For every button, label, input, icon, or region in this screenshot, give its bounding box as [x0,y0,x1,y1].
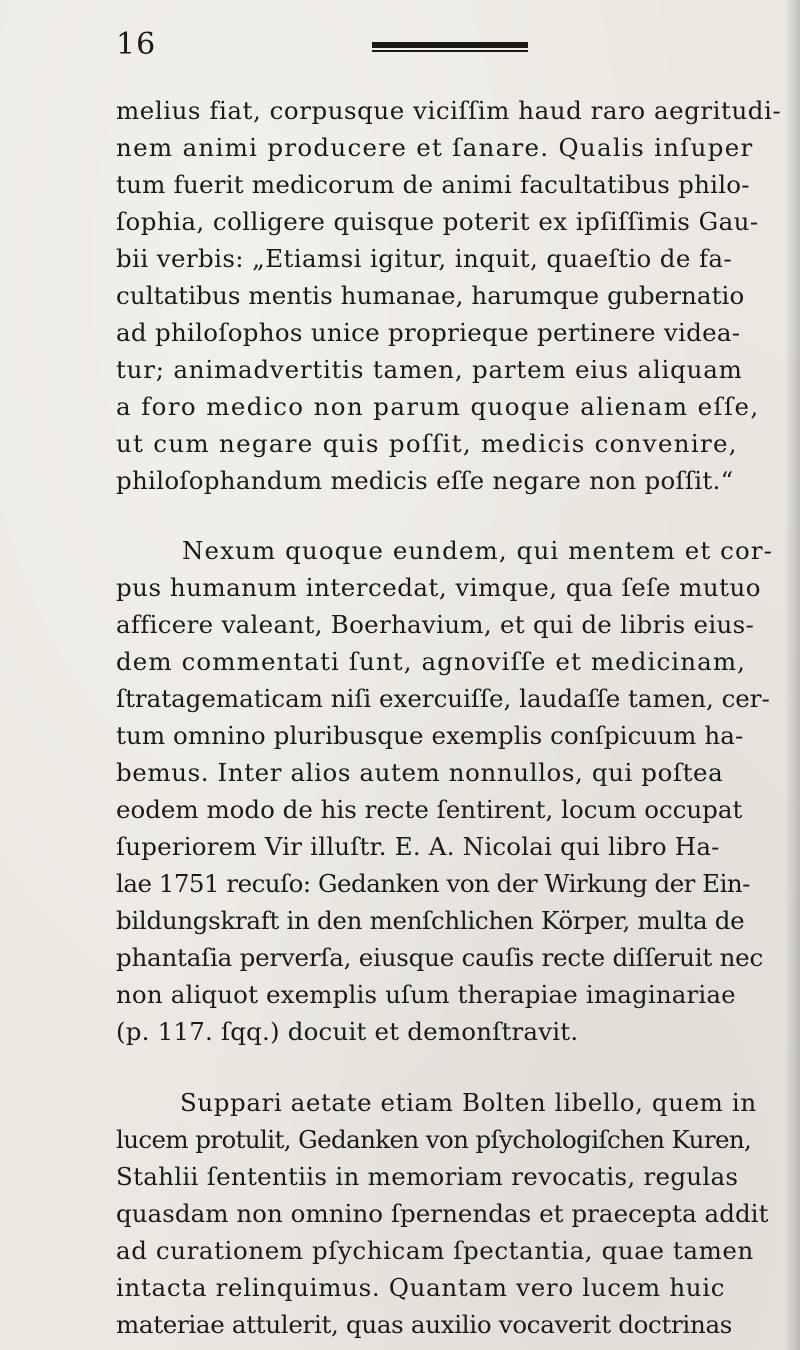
text-line: (p. 117. ſqq.) docuit et demonſtravit. [116,1017,579,1046]
text-line: pus humanum intercedat, vimque, qua ſeſe mutuo [116,573,762,602]
text-line: ad philoſophos unice proprieque pertinere videa- [116,318,741,347]
text-line: bii verbis: „Etiamsi igitur, inquit, quaeſtio de fa- [116,244,733,273]
text-line: tum fuerit medicorum de animi facultatibus philo- [116,170,750,199]
header-rule [372,42,528,56]
text-line: melius fiat, corpusque viciſſim haud raro aegritudi- [116,96,782,125]
page-number: 16 [116,27,157,62]
text-line: ad curationem pſychicam ſpectantia, quae tamen [116,1236,754,1265]
text-line: ſuperiorem Vir illuſtr. E. A. Nicolai qui libro Ha- [116,832,720,861]
text-line: eodem modo de his recte ſentirent, locum occupat [116,795,743,824]
text-line: bildungskraft in den menſchlichen Körper, multa de [116,906,745,935]
text-line: cultatibus mentis humanae, harumque gubernatio [116,281,745,310]
text-line: a foro medico non parum quoque alienam eſſe, [116,392,760,421]
text-line: intacta relinquimus. Quantam vero lucem huic [116,1273,726,1302]
text-line: quasdam non omnino ſpernendas et praecepta addit [116,1199,769,1228]
text-line: afficere valeant, Boerhavium, et qui de libris eius- [116,610,755,639]
text-line: ſophia, colligere quisque poterit ex ipſiſſimis Gau- [116,207,759,236]
text-line: lucem protulit, Gedanken von pſychologiſchen Kuren, [116,1125,752,1154]
text-line: non aliquot exemplis uſum therapiae imaginariae [116,980,736,1009]
text-line: tum omnino pluribusque exemplis conſpicuum ha- [116,721,744,750]
page-edge-shadow [784,0,800,1350]
header-rule-thin [372,50,528,52]
text-line: dem commentati ſunt, agnoviſſe et medicinam, [116,647,747,676]
text-line: Nexum quoque eundem, qui mentem et cor- [182,536,774,565]
text-line: ut cum negare quis poſſit, medicis convenire, [116,429,738,458]
text-line: philoſophandum medicis eſſe negare non poſſit.“ [116,466,734,495]
text-line: phantaſia perverſa, eiusque cauſis recte diſſeruit nec [116,943,763,972]
header-rule-thick [372,42,528,48]
text-line: bemus. Inter alios autem nonnullos, qui poſtea [116,758,724,787]
text-line: ſtratagematicam niſi exercuiſſe, laudaſſe tamen, cer- [116,684,770,713]
text-line: materiae attulerit, quas auxilio vocaverit doctrinas [116,1310,733,1339]
text-line: lae 1751 recuſo: Gedanken von der Wirkung der Ein- [116,869,750,898]
text-line: Stahlii ſententiis in memoriam revocatis, regulas [116,1162,739,1191]
text-line: tur; animadvertitis tamen, partem eius aliquam [116,355,743,384]
text-line: Suppari aetate etiam Bolten libello, quem in [180,1088,757,1117]
text-line: nem animi producere et ſanare. Qualis inſuper [116,133,754,162]
